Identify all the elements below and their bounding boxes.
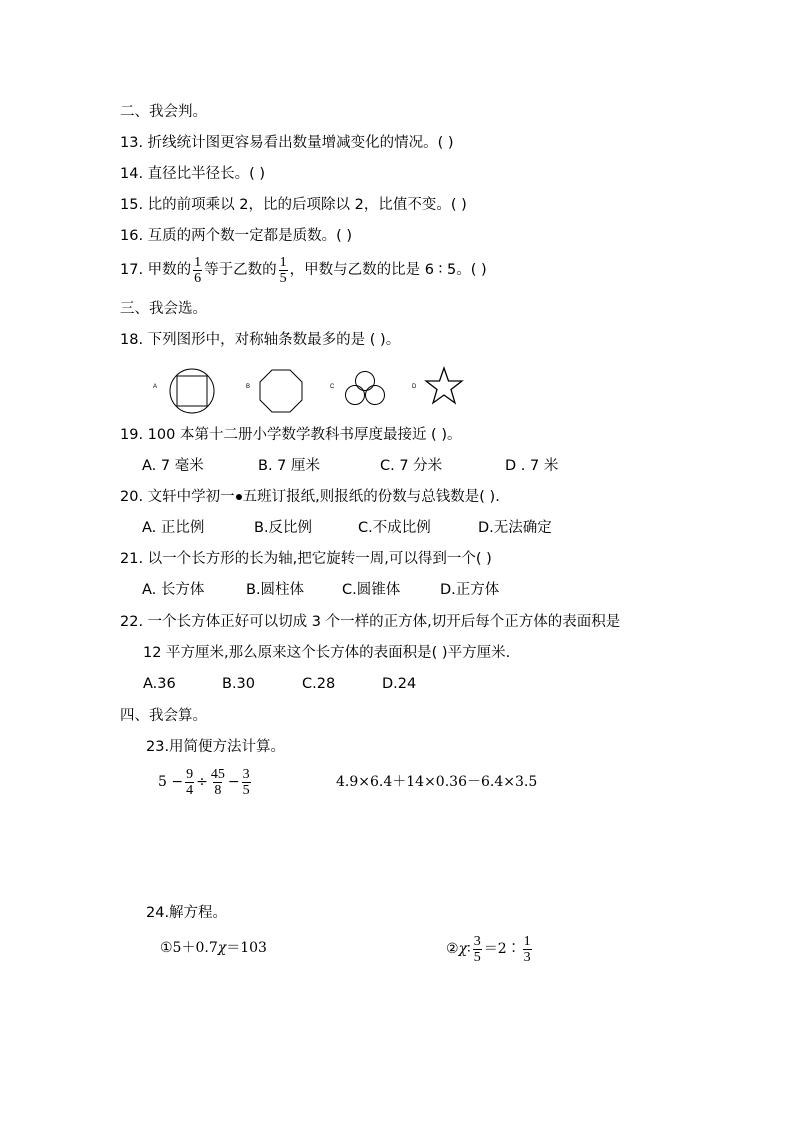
eq2-text-b: ∶ — [467, 941, 471, 957]
expr1-f3-den: 5 — [242, 782, 250, 798]
five-pointed-star-figure — [423, 366, 465, 406]
q19-option-c: C. 7 分米 — [380, 458, 443, 474]
question-19: 19. 100 本第十二册小学数学教科书厚度最接近 ( )。 — [120, 427, 462, 443]
q17-fraction-2 — [279, 255, 288, 286]
question-15: 15. 比的前项乘以 2，比的后项除以 2，比值不变。( ) — [120, 197, 467, 213]
expression-2: 4.9×6.4＋14×0.36－6.4×3.5 — [336, 774, 538, 790]
question-14: 14. 直径比半径长。( ) — [120, 166, 266, 182]
expr1-fraction-2 — [210, 767, 226, 798]
q17-text-a: 17. 甲数的 — [120, 262, 192, 278]
eq1-variable: χ — [217, 940, 227, 956]
expr1-f2-den: 8 — [214, 782, 222, 798]
eq1-text-a: ①5＋0.7 — [160, 940, 218, 956]
equation-2 — [446, 929, 534, 969]
question-17 — [120, 252, 487, 288]
q21-option-b: B.圆柱体 — [246, 582, 305, 598]
q21-option-d: D.正方体 — [440, 582, 500, 598]
bullet-dot-icon — [236, 494, 242, 500]
eq1-text-b: ＝103 — [226, 940, 267, 956]
q19-option-d: D . 7 米 — [505, 458, 559, 474]
q20-option-d: D.无法确定 — [478, 520, 552, 536]
eq2-fraction-1 — [473, 934, 482, 965]
question-21: 21. 以一个长方形的长为轴,把它旋转一周,可以得到一个( ) — [120, 551, 492, 567]
question-13: 13. 折线统计图更容易看出数量增减变化的情况。( ) — [120, 135, 454, 151]
octagon-figure — [258, 368, 304, 414]
q17-fraction-1 — [193, 255, 202, 286]
q20-option-b: B.反比例 — [254, 520, 313, 536]
q17-f1-num: 1 — [194, 254, 202, 270]
three-circles-figure — [343, 370, 387, 406]
q19-option-b: B. 7 厘米 — [258, 458, 321, 474]
eq2-f1-den: 5 — [473, 949, 481, 965]
q17-f2-num: 1 — [279, 254, 287, 270]
expression-1 — [158, 762, 253, 802]
q20-text-a: 20. 文轩中学初一 — [120, 489, 235, 505]
q17-f2-den: 5 — [279, 270, 287, 286]
expr1-f3-num: 3 — [242, 766, 250, 782]
section-3-title: 三、我会选。 — [120, 301, 207, 317]
q21-option-c: C.圆锥体 — [342, 582, 401, 598]
q19-option-a: A. 7 毫米 — [142, 458, 204, 474]
section-4-title: 四、我会算。 — [120, 708, 207, 724]
eq2-f1-num: 3 — [473, 933, 481, 949]
q21-option-a: A. 长方体 — [142, 582, 205, 598]
question-18: 18. 下列图形中，对称轴条数最多的是 ( )。 — [120, 332, 401, 348]
eq2-fraction-2 — [523, 934, 532, 965]
equation-1 — [160, 938, 267, 958]
eq2-text-a: ② — [446, 941, 459, 957]
eq2-text-c: ＝2∶ — [483, 941, 521, 957]
question-16: 16. 互质的两个数一定都是质数。( ) — [120, 228, 353, 244]
q22-option-a: A.36 — [143, 676, 176, 692]
q22-option-c: C.28 — [302, 676, 336, 692]
expr1-f1-den: 4 — [186, 782, 194, 798]
question-23: 23.用简便方法计算。 — [146, 739, 286, 755]
q20-option-c: C.不成比例 — [358, 520, 431, 536]
question-20 — [120, 487, 500, 507]
question-24: 24.解方程。 — [146, 905, 228, 921]
q20-option-a: A. 正比例 — [142, 520, 205, 536]
expr1-op-1: ÷ — [196, 774, 208, 790]
q17-text-c: ，甲数与乙数的比是 6 ∶ 5。( ) — [289, 262, 487, 278]
section-2-title: 二、我会判。 — [120, 104, 207, 120]
q18-label-d: D — [412, 384, 417, 390]
eq2-f2-num: 1 — [523, 933, 531, 949]
q22-option-d: D.24 — [382, 676, 417, 692]
q17-text-b: 等于乙数的 — [204, 262, 277, 278]
expr1-text-a: 5 − — [158, 774, 184, 790]
question-22-line-2: 12 平方厘米,那么原来这个长方体的表面积是( )平方厘米. — [143, 645, 511, 661]
circle-with-square-figure — [168, 367, 216, 415]
q22-option-b: B.30 — [222, 676, 256, 692]
expr1-op-2: − — [227, 774, 240, 790]
expr1-fraction-3 — [242, 767, 251, 798]
eq2-variable: χ — [458, 941, 468, 957]
question-22-line-1: 22. 一个长方体正好可以切成 3 个一样的正方体,切开后每个正方体的表面积是 — [120, 614, 621, 630]
q20-text-b: 五班订报纸,则报纸的份数与总钱数是( ). — [242, 489, 500, 505]
q18-label-c: C — [330, 384, 335, 390]
q18-label-a: A — [153, 384, 158, 390]
expr1-f2-num: 45 — [210, 766, 225, 782]
eq2-f2-den: 3 — [523, 949, 531, 965]
expr1-fraction-1 — [185, 767, 194, 798]
q17-f1-den: 6 — [194, 270, 202, 286]
expr1-f1-num: 9 — [186, 766, 194, 782]
q18-label-b: B — [246, 384, 251, 390]
